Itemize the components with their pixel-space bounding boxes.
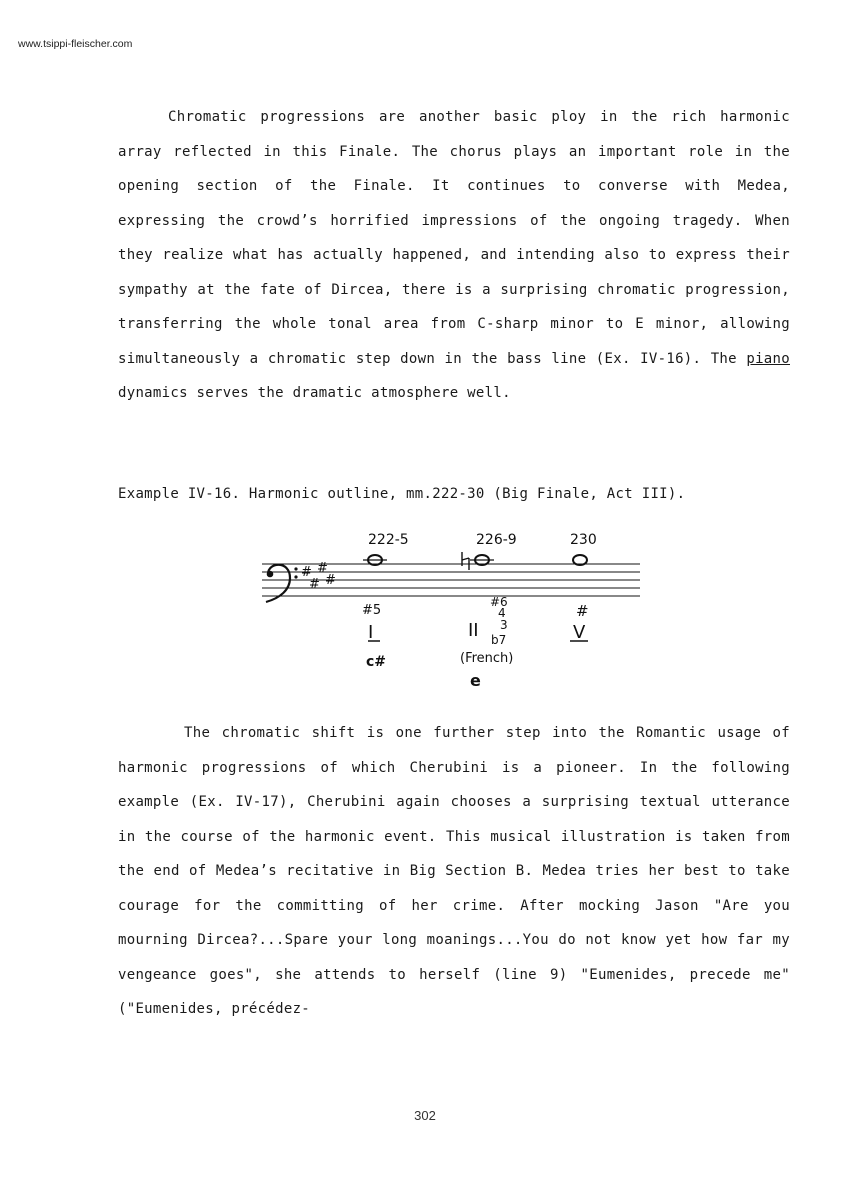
chord-3-figure: # xyxy=(576,602,589,620)
chord-1-key: c# xyxy=(366,654,387,670)
page-number: 302 xyxy=(414,1108,436,1123)
measure-label-3: 230 xyxy=(570,532,597,548)
chord-2-figure-b7: b7 xyxy=(491,633,507,647)
chord-2-figure-6: #6 xyxy=(490,595,508,609)
paragraph-1-text-b: dynamics serves the dramatic atmosphere well. xyxy=(118,385,511,401)
chord-2-french-note: (French) xyxy=(460,651,514,666)
paragraph-1-text-a: Chromatic progressions are another basic ploy in the rich harmonic array reflected in this Finale. The chorus plays an important role in the opening section of the Finale. It continues to converse with Medea, expressing the crowd’s horrified impressions of the ongoing tragedy. When they realize what has actually happened, and intending also to express their sympathy at the fate of Dircea, there is a surprising chromatic progression, transferring the whole tonal area from C-sharp minor to E minor, allowing simultaneously a chromatic step down in the bass line (Ex. IV-16). The xyxy=(118,109,790,367)
measure-label-1: 222-5 xyxy=(368,532,409,548)
measure-label-2: 226-9 xyxy=(476,532,517,548)
harmonic-outline-figure xyxy=(258,522,658,694)
key-signature xyxy=(301,561,336,592)
chord-1-numeral: I xyxy=(368,622,374,643)
chord-2-numeral: II xyxy=(468,620,479,641)
chord-1-figure: #5 xyxy=(362,603,382,618)
chord-3-numeral: V xyxy=(573,622,586,643)
piano-word: piano xyxy=(746,350,790,367)
example-caption: Example IV-16. Harmonic outline, mm.222-30 (Big Finale, Act III). xyxy=(118,486,686,502)
chord-2-figure-3: 3 xyxy=(500,618,508,632)
chord-2-note xyxy=(462,552,494,570)
paragraph-2: The chromatic shift is one further step into the Romantic usage of harmonic progressions of which Cherubini is a pioneer. In the following example (Ex. IV-17), Cherubini again chooses a surprising textual utterance in the course of the harmonic event. This musical illustration is taken from the end of Medea’s recitative in Big Section B. Medea tries her best to take courage for the committing of her crime. After mocking Jason "Are you mourning Dircea?...Spare your long moanings...You do not know yet how far my vengeance goes", she attends to herself (line 9) "Eumenides, precede me" ("Eumenides, précédez- xyxy=(118,725,790,1017)
chord-2-key: e xyxy=(470,671,481,690)
sharp-3: # xyxy=(317,561,328,576)
site-url: www.tsippi-fleischer.com xyxy=(18,38,133,50)
paragraph-1 xyxy=(118,100,790,411)
sharp-4: # xyxy=(325,573,336,588)
sharp-2: # xyxy=(309,577,320,592)
chord-2-figure-4: 4 xyxy=(498,606,506,620)
sharp-1: # xyxy=(301,565,312,580)
